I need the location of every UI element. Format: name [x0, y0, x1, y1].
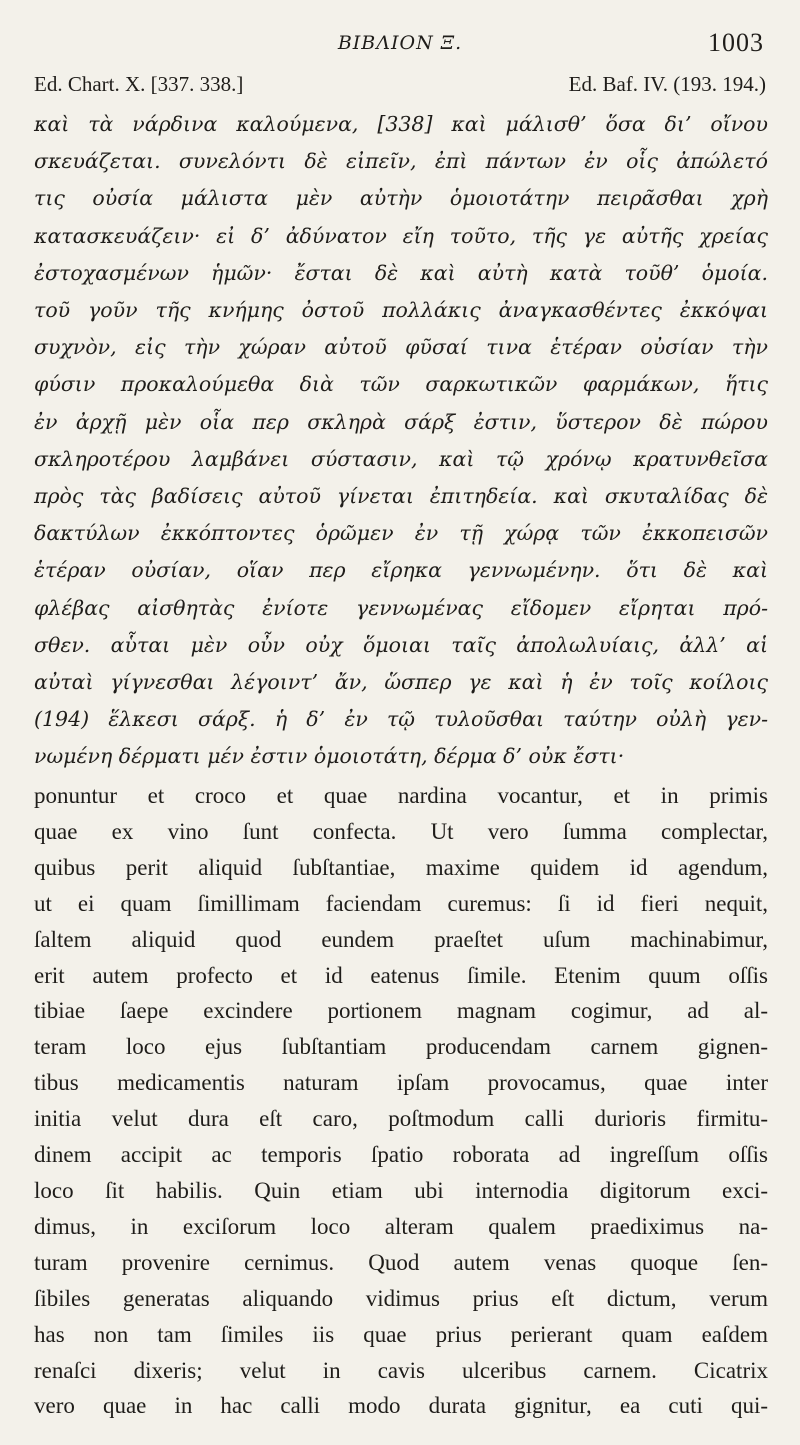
greek-line: συχνὸν, εἰς τὴν χώραν αὐτοῦ φῦσαί τινα ἑτέραν οὐσίαν τὴν: [34, 335, 768, 360]
greek-line: ἐστοχασμένων ἡμῶν· ἔσται δὲ καὶ αὐτὴ κατὰ τοῦθ’ ὁμοία.: [34, 260, 768, 285]
greek-text-block: [34, 106, 768, 776]
latin-line: erit autem profecto et id eatenus ſimile. Etenim quum oſſis: [34, 962, 768, 988]
edition-reference-left: Ed. Chart. X. [337. 338.]: [34, 72, 244, 96]
greek-line: κατασκευάζειν· εἰ δ’ ἀδύνατον εἴη τοῦτο, τῆς γε αὐτῆς χρείας: [34, 223, 768, 248]
latin-text-block: [34, 778, 768, 1424]
latin-line: teram loco ejus ſubſtantiam producendam carnem gignen-: [34, 1034, 768, 1060]
greek-line: φύσιν προκαλούμεθα διὰ τῶν σαρκωτικῶν φαρμάκων, ἥτις: [34, 372, 768, 397]
page-number: 1003: [708, 28, 764, 57]
latin-line: renaſci dixeris; velut in cavis ulceribus carnem. Cicatrix: [34, 1357, 768, 1383]
latin-line: quae ex vino ſunt confecta. Ut vero ſumma complectar,: [34, 818, 768, 844]
greek-line: σθεν. αὗται μὲν οὖν οὐχ ὅμοιαι ταῖς ἀπολωλυίαις, ἀλλ’ αἱ: [34, 632, 768, 657]
latin-line: ſaltem aliquid quod eundem praeſtet uſum machinabimur,: [34, 926, 768, 952]
greek-line: πρὸς τὰς βαδίσεις αὐτοῦ γίνεται ἐπιτηδεία. καὶ σκυταλίδας δὲ: [34, 484, 768, 509]
greek-line: καὶ τὰ νάρδινα καλούμενα, [338] καὶ μάλισθ’ ὅσα δι’ οἴνου: [34, 112, 768, 136]
greek-line: φλέβας αἰσθητὰς ἐνίοτε γεννωμένας εἴδομεν εἴρηται πρό-: [34, 595, 768, 620]
edition-reference-right: Ed. Baf. IV. (193. 194.): [568, 72, 766, 96]
latin-line: ſibiles generatas aliquando vidimus prius eſt dictum, verum: [34, 1285, 768, 1311]
latin-line: ponuntur et croco et quae nardina vocantur, et in primis: [34, 783, 768, 808]
book-title: ΒΙΒΛΙΟΝ Ξ.: [337, 32, 463, 54]
greek-line: (194) ἕλκεσι σάρξ. ἡ δ’ ἐν τῷ τυλοῦσθαι ταύτην οὐλὴ γεν-: [34, 707, 768, 732]
greek-line: τοῦ γοῦν τῆς κνήμης ὀστοῦ πολλάκις ἀναγκασθέντες ἐκκόψαι: [34, 298, 768, 323]
greek-line: νωμένη δέρματι μέν ἐστιν ὁμοιοτάτη, δέρμα δ’ οὐκ ἔστι·: [34, 744, 625, 769]
latin-line: turam provenire cernimus. Quod autem venas quoque ſen-: [34, 1249, 768, 1275]
latin-line: ut ei quam ſimillimam faciendam curemus: ſi id fieri nequit,: [34, 890, 768, 916]
latin-line: quibus perit aliquid ſubſtantiae, maxime quidem id agendum,: [34, 854, 768, 880]
greek-line: ἑτέραν οὐσίαν, οἵαν περ εἴρηκα γεννωμένην. ὅτι δὲ καὶ: [34, 558, 768, 583]
greek-line: ἐν ἀρχῇ μὲν οἷα περ σκληρὰ σάρξ ἐστιν, ὕστερον δὲ πώρου: [34, 409, 768, 434]
latin-line: initia velut dura eſt caro, poſtmodum calli durioris firmitu-: [34, 1106, 768, 1132]
latin-line: tibiae ſaepe excindere portionem magnam cogimur, ad al-: [34, 998, 768, 1024]
greek-line: σκευάζεται. συνελόντι δὲ εἰπεῖν, ἐπὶ πάντων ἐν οἷς ἀπώλετό: [34, 149, 768, 174]
latin-line: loco ſit habilis. Quin etiam ubi internodia digitorum exci-: [34, 1177, 768, 1203]
greek-line: τις οὐσία μάλιστα μὲν αὐτὴν ὁμοιοτάτην πειρᾶσθαι χρὴ: [34, 186, 768, 211]
latin-line: vero quae in hac calli modo durata gignitur, ea cuti qui-: [34, 1393, 768, 1419]
greek-line: δακτύλων ἐκκόπτοντες ὁρῶμεν ἐν τῇ χώρᾳ τῶν ἐκκοπεισῶν: [34, 521, 768, 546]
greek-line: αὐταὶ γίγνεσθαι λέγοιντ’ ἄν, ὥσπερ γε καὶ ἡ ἐν τοῖς κοίλοις: [34, 670, 768, 695]
latin-line: tibus medicamentis naturam ipſam provocamus, quae inter: [34, 1070, 768, 1096]
greek-line: σκληροτέρου λαμβάνει σύστασιν, καὶ τῷ χρόνῳ κρατυνθεῖσα: [34, 446, 768, 471]
running-head: [0, 28, 800, 62]
latin-line: has non tam ſimiles iis quae prius perierant quam eaſdem: [34, 1321, 768, 1347]
latin-line: dimus, in exciſorum loco alteram qualem praediximus na-: [34, 1213, 768, 1239]
latin-line: dinem accipit ac temporis ſpatio roborata ad ingreſſum oſſis: [34, 1142, 768, 1168]
edition-reference-line: [34, 72, 766, 102]
